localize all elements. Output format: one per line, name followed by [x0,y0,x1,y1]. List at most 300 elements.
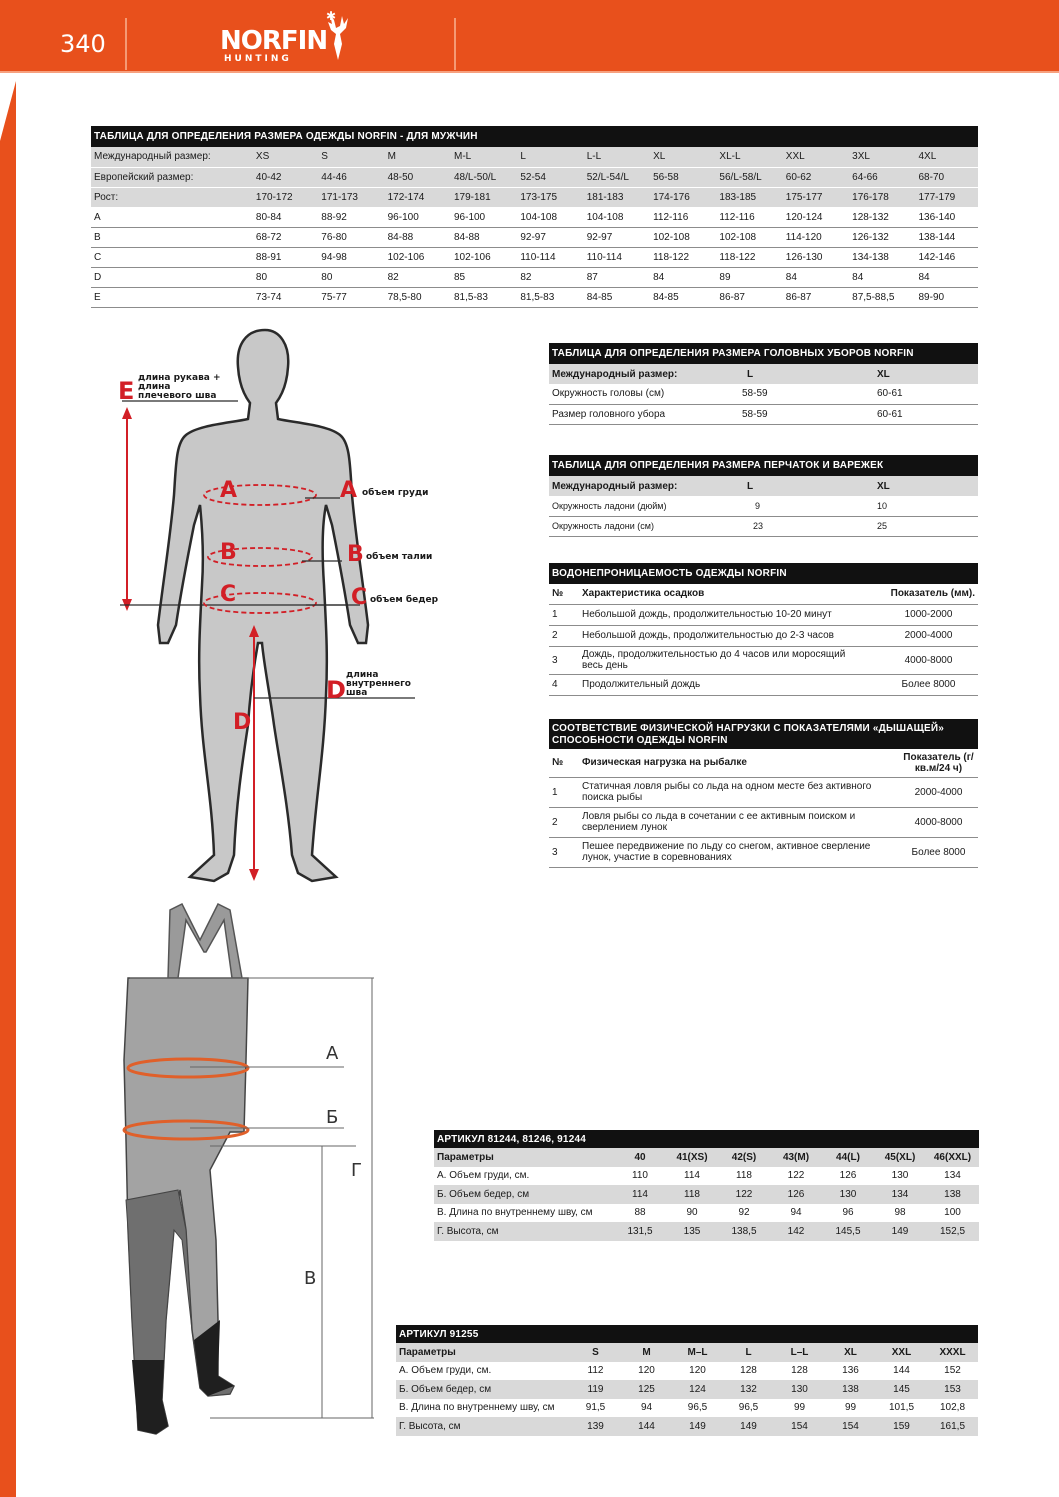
cell: 9 [739,496,874,516]
table-title: ВОДОНЕПРОНИЦАЕМОСТЬ ОДЕЖДЫ NORFIN [549,563,978,584]
table-cell: 2 [549,625,579,646]
table-cell: 100 [944,1207,961,1219]
header-separator [454,18,456,70]
table-cell: 175-177 [783,187,849,207]
table-cell: Б. Объем бедер, см [434,1185,614,1204]
table-cell: 122 [787,1170,805,1182]
table-cell: 84-85 [650,287,716,307]
table-cell: 110-114 [584,247,650,267]
table-cell: 152 [944,1365,961,1377]
table-cell: 102,8 [939,1402,966,1414]
table-cell: 42(S) [718,1148,770,1167]
table-title: ТАБЛИЦА ДЛЯ ОПРЕДЕЛЕНИЯ РАЗМЕРА ПЕРЧАТОК И ВАРЕЖЕК [549,455,978,476]
table-cell: 145,5 [822,1222,874,1241]
table-cell: 43(M) [770,1148,822,1167]
waterproof-table [549,563,978,696]
table-cell: Статичная ловля рыбы со льда на одном месте без активного поиска рыбы [579,777,899,807]
table-cell: 4XL [916,147,979,167]
table-cell: Небольшой дождь, продолжительностью 10-20 минут [579,604,879,625]
table-row [91,267,978,287]
table-cell: 126 [839,1170,857,1182]
table-header-row [549,749,978,777]
table-row [549,837,978,867]
table-cell: XXL [783,147,849,167]
table-cell: 88-91 [253,247,318,267]
wader-straps [168,904,242,978]
table-row [549,476,978,496]
wader-table-2-body [396,1343,978,1436]
table-cell: 40 [614,1148,666,1167]
table-cell: 84 [783,267,849,287]
table-row [434,1148,979,1167]
table-row [91,187,978,207]
table-cell: 90 [686,1207,698,1219]
header-cell: № [549,749,579,777]
table-cell: Международный размер: [91,147,253,167]
table-cell: 92-97 [584,227,650,247]
table-cell: 152,5 [926,1222,979,1241]
table-row [434,1167,979,1186]
table-cell: 142-146 [916,247,979,267]
table-title [549,719,978,749]
note-e [138,374,221,401]
table-cell: 142 [770,1222,822,1241]
table-cell: C [91,247,253,267]
table-cell: 80 [318,267,384,287]
label-c-inner: C [220,582,237,607]
table-cell: 87 [584,267,650,287]
table-cell: Более 8000 [899,837,978,867]
note-d-line: длина [346,670,379,680]
table-cell: 88-92 [318,207,384,227]
breathability-table [549,719,978,868]
table-cell: 120 [689,1365,706,1377]
table-cell: 134-138 [849,247,915,267]
note-d [346,671,411,698]
table-cell: 132 [723,1380,774,1399]
table-cell: 139 [570,1417,621,1436]
cell: Размер головного убора [549,404,739,424]
table-cell: 84 [650,267,716,287]
header-cell: Характеристика осадков [579,584,879,604]
table-cell: 130 [774,1380,825,1399]
cell: 60-61 [874,404,978,424]
table-cell: 92-97 [517,227,583,247]
table-row [91,147,978,167]
table-cell: Дождь, продолжительностью до 4 часов или моросящий весь день [579,646,879,674]
table-cell: 40-42 [253,167,318,187]
note-d-line: внутреннего [346,679,411,689]
table-row [396,1417,978,1436]
table-cell: 46(XXL) [926,1148,979,1167]
table-row [91,167,978,187]
table-row [549,496,978,516]
table-cell: 170-172 [253,187,318,207]
table-cell: 126-132 [849,227,915,247]
table-row [91,287,978,307]
table-cell: E [91,287,253,307]
cell: Окружность ладони (дюйм) [549,496,739,516]
table-cell: A [91,207,253,227]
table-cell: M [621,1343,672,1362]
table-cell: 4000-8000 [879,646,978,674]
table-cell: 144 [893,1365,910,1377]
table-header-row [549,584,978,604]
table-cell: 126 [770,1185,822,1204]
table-cell: 136-140 [916,207,979,227]
table-cell: 94 [640,1402,653,1414]
table-cell: Пешее передвижение по льду со снегом, активное сверление лунок, участие в соревнованиях [579,837,899,867]
hat-size-table [549,343,978,425]
table-cell: 114 [614,1185,666,1204]
table-cell: 145 [876,1380,927,1399]
table-cell: 92 [738,1207,750,1219]
table-cell: 84-88 [451,227,517,247]
table-cell: 112-116 [650,207,716,227]
table-cell: 144 [621,1417,672,1436]
table-cell: 122 [718,1185,770,1204]
table-cell: 135 [666,1222,718,1241]
table-cell: 99 [844,1402,857,1414]
table-row [549,646,978,674]
table-cell: 128 [740,1365,757,1377]
cell: 23 [739,516,874,536]
cell: Окружность головы (см) [549,384,739,404]
cell: Международный размер: [549,476,739,496]
cell: 10 [874,496,978,516]
table-cell: XL [825,1343,876,1362]
table-cell: 149 [672,1417,723,1436]
label-d: D [326,676,346,704]
table-cell: 149 [723,1417,774,1436]
table-row [396,1380,978,1399]
wader-label-b: Б [326,1107,339,1128]
note-a: объем груди [362,488,429,498]
table-row [434,1185,979,1204]
table-cell: D [91,267,253,287]
table-cell: 68-70 [916,167,979,187]
table-cell: 138,5 [718,1222,770,1241]
header-cell: Физическая нагрузка на рыбалке [579,749,899,777]
table-row [91,247,978,267]
table-cell: 176-178 [849,187,915,207]
table-cell: 73-74 [253,287,318,307]
table-cell: В. Длина по внутреннему шву, см [437,1207,593,1219]
table-cell: 154 [825,1417,876,1436]
table-cell: 118 [736,1170,752,1182]
table-row [549,777,978,807]
table-cell: 60-62 [783,167,849,187]
table-cell: Ловля рыбы со льда в сочетании с ее активным поиском и сверлением лунок [579,807,899,837]
table-cell: 99 [793,1402,806,1414]
table-title: ТАБЛИЦА ДЛЯ ОПРЕДЕЛЕНИЯ РАЗМЕРА ГОЛОВНЫХ УБОРОВ NORFIN [549,343,978,364]
table-cell: 2000-4000 [899,777,978,807]
table-cell: B [91,227,253,247]
table-cell: Более 8000 [879,674,978,695]
table-cell: Параметры [396,1343,570,1362]
table-cell: 134 [874,1185,926,1204]
table-cell: 80-84 [253,207,318,227]
table-cell: 85 [451,267,517,287]
table-cell: XL-L [716,147,782,167]
table-cell: 4 [549,674,579,695]
table-cell: 1 [549,604,579,625]
table-cell: 136 [842,1365,859,1377]
label-e: E [118,377,135,405]
table-cell: 75-77 [318,287,384,307]
norfin-logo [220,28,327,64]
table-cell: 4000-8000 [899,807,978,837]
table-cell: Параметры [434,1148,614,1167]
table-cell: 96,5 [687,1402,708,1414]
table-row [396,1399,978,1418]
table-cell: M [385,147,451,167]
table-cell: 171-173 [318,187,384,207]
table-cell: 84-88 [385,227,451,247]
table-row [91,227,978,247]
glove-size-table [549,455,978,537]
table-cell: 68-72 [253,227,318,247]
table-row [549,625,978,646]
label-b-inner: B [220,540,237,565]
table-row [549,516,978,536]
table-cell: 181-183 [584,187,650,207]
label-a: A [340,478,358,503]
logo-subtitle: HUNTING [224,54,292,64]
table-cell: 96-100 [385,207,451,227]
table-cell: 78,5-80 [385,287,451,307]
header-cell: Показатель (мм). [879,584,978,604]
table-cell: 94-98 [318,247,384,267]
men-table-body [91,147,978,307]
page-header [0,0,1059,73]
table-cell: 96-100 [451,207,517,227]
table-row [396,1343,978,1362]
table-cell: 124 [672,1380,723,1399]
cell: L [739,476,874,496]
table-cell: S [570,1343,621,1362]
note-e-line: длина [138,382,171,392]
table-cell: 138 [825,1380,876,1399]
table-cell: 52/L-54/L [584,167,650,187]
deer-logo-icon [320,10,354,68]
table-row [434,1204,979,1223]
header-cell: Показатель (г/кв.м/24 ч) [899,749,978,777]
table-cell: 102-108 [650,227,716,247]
table-cell: 88 [634,1207,646,1219]
note-e-line: плечевого шва [138,391,217,401]
cell: XL [874,476,978,496]
table-cell: 89-90 [916,287,979,307]
table-cell: 112 [587,1365,604,1377]
table-cell: 112-116 [716,207,782,227]
table-cell: 41(XS) [666,1148,718,1167]
table-cell: 3 [549,646,579,674]
table-cell: Небольшой дождь, продолжительностью до 2-3 часов [579,625,879,646]
table-cell: 84-85 [584,287,650,307]
table-cell: 183-185 [716,187,782,207]
cell: 60-61 [874,384,978,404]
left-accent-band-cut [0,81,16,141]
table-cell: 119 [570,1380,621,1399]
table-cell: 52-54 [517,167,583,187]
table-cell: 80 [253,267,318,287]
cell: 25 [874,516,978,536]
table-cell: 3XL [849,147,915,167]
table-title: ТАБЛИЦА ДЛЯ ОПРЕДЕЛЕНИЯ РАЗМЕРА ОДЕЖДЫ NORFIN - ДЛЯ МУЖЧИН [91,126,978,147]
table-cell: 110-114 [517,247,583,267]
table-cell: 138-144 [916,227,979,247]
table-row [549,364,978,384]
table-cell: 118-122 [716,247,782,267]
label-d-inner: D [233,710,252,735]
table-cell: 125 [621,1380,672,1399]
table-cell: 44(L) [822,1148,874,1167]
table-cell: 45(XL) [874,1148,926,1167]
table-cell: 114-120 [783,227,849,247]
table-cell: L [723,1343,774,1362]
table-cell: Б. Объем бедер, см [396,1380,570,1399]
table-cell: 173-175 [517,187,583,207]
table-cell: 179-181 [451,187,517,207]
table-cell: 130 [822,1185,874,1204]
table-cell: 118 [666,1185,718,1204]
page-number: 340 [60,30,106,58]
table-cell: M–L [672,1343,723,1362]
table-cell: 48/L-50/L [451,167,517,187]
table-cell: А. Объем груди, см. [399,1365,492,1377]
table-cell: 128-132 [849,207,915,227]
table-cell: Г. Высота, см [396,1417,570,1436]
table-cell: 102-106 [451,247,517,267]
table-cell: 91,5 [585,1402,606,1414]
table-cell: 96 [842,1207,854,1219]
table-cell: А. Объем груди, см. [437,1170,530,1182]
cell: XL [874,364,978,384]
table-cell: 94 [790,1207,802,1219]
note-c: объем бедер [370,595,439,605]
table-cell: XXL [876,1343,927,1362]
table-cell: В. Длина по внутреннему шву, см [399,1402,555,1414]
wader-table-1 [434,1130,979,1241]
table-cell: 82 [385,267,451,287]
table-row [91,207,978,227]
table-cell: 154 [774,1417,825,1436]
table-cell: 138 [926,1185,979,1204]
table-cell: 102-106 [385,247,451,267]
cell: Окружность ладони (см) [549,516,739,536]
wader-label-v: В [304,1268,317,1289]
table-cell: Продолжительный дождь [579,674,879,695]
header-cell: № [549,584,579,604]
table-cell: 120 [638,1365,655,1377]
left-accent-band [0,81,16,1497]
table-cell: 81,5-83 [517,287,583,307]
table-cell: M-L [451,147,517,167]
table-row [549,604,978,625]
table-cell: Г. Высота, см [434,1222,614,1241]
table-cell: L-L [584,147,650,167]
cell: L [739,364,874,384]
breathability-table-body [549,777,978,867]
table-cell: 76-80 [318,227,384,247]
table-cell: L [517,147,583,167]
table-cell: 84 [849,267,915,287]
table-cell: 48-50 [385,167,451,187]
table-cell: Рост: [91,187,253,207]
table-cell: 1 [549,777,579,807]
table-cell: 56-58 [650,167,716,187]
table-cell: XL [650,147,716,167]
men-size-table [91,126,978,308]
note-d-line: шва [346,688,368,698]
header-separator [125,18,127,70]
table-cell: 153 [927,1380,978,1399]
logo-wordmark: NORFIN [220,26,328,56]
table-cell: 98 [894,1207,906,1219]
wader-table-1-body [434,1148,979,1241]
table-cell: 84 [916,267,979,287]
table-cell: 161,5 [927,1417,978,1436]
table-cell: 86-87 [783,287,849,307]
table-cell: 64-66 [849,167,915,187]
table-cell: Европейский размер: [91,167,253,187]
table-row [549,807,978,837]
svg-text:✱: ✱ [326,10,337,23]
label-b: B [347,542,364,567]
table-cell: 118-122 [650,247,716,267]
table-cell: 134 [944,1170,961,1182]
label-c: C [351,585,368,610]
table-cell: 174-176 [650,187,716,207]
table-row [396,1362,978,1381]
table-cell: 86-87 [716,287,782,307]
header-divider [0,71,1059,73]
table-cell: 56/L-58/L [716,167,782,187]
wader-label-a: А [326,1043,339,1064]
table-title-line: СПОСОБНОСТИ ОДЕЖДЫ NORFIN [552,735,728,746]
table-cell: 120-124 [783,207,849,227]
table-cell: 126-130 [783,247,849,267]
table-row [549,404,978,424]
table-cell: S [318,147,384,167]
table-cell: 128 [791,1365,808,1377]
cell: 58-59 [739,384,874,404]
table-cell: 159 [876,1417,927,1436]
table-cell: 81,5-83 [451,287,517,307]
table-cell: XXXL [927,1343,978,1362]
table-cell: 104-108 [517,207,583,227]
table-title: АРТИКУЛ 81244, 81246, 91244 [434,1130,979,1148]
table-cell: 87,5-88,5 [849,287,915,307]
body-measurement-figure [110,325,440,890]
wader-label-g: Г [351,1160,362,1181]
table-cell: 89 [716,267,782,287]
label-a-inner: A [220,478,238,503]
table-cell: 104-108 [584,207,650,227]
table-title-line: СООТВЕТСТВИЕ ФИЗИЧЕСКОЙ НАГРУЗКИ С ПОКАЗАТЕЛЯМИ «ДЫШАЩЕЙ» [552,723,945,734]
cell: Международный размер: [549,364,739,384]
table-cell: 102-108 [716,227,782,247]
table-cell: XS [253,147,318,167]
table-cell: 130 [891,1170,909,1182]
table-cell: 114 [684,1170,700,1182]
table-cell: 3 [549,837,579,867]
table-cell: 44-46 [318,167,384,187]
table-cell: 149 [874,1222,926,1241]
table-cell: 110 [632,1170,648,1182]
table-cell: 172-174 [385,187,451,207]
